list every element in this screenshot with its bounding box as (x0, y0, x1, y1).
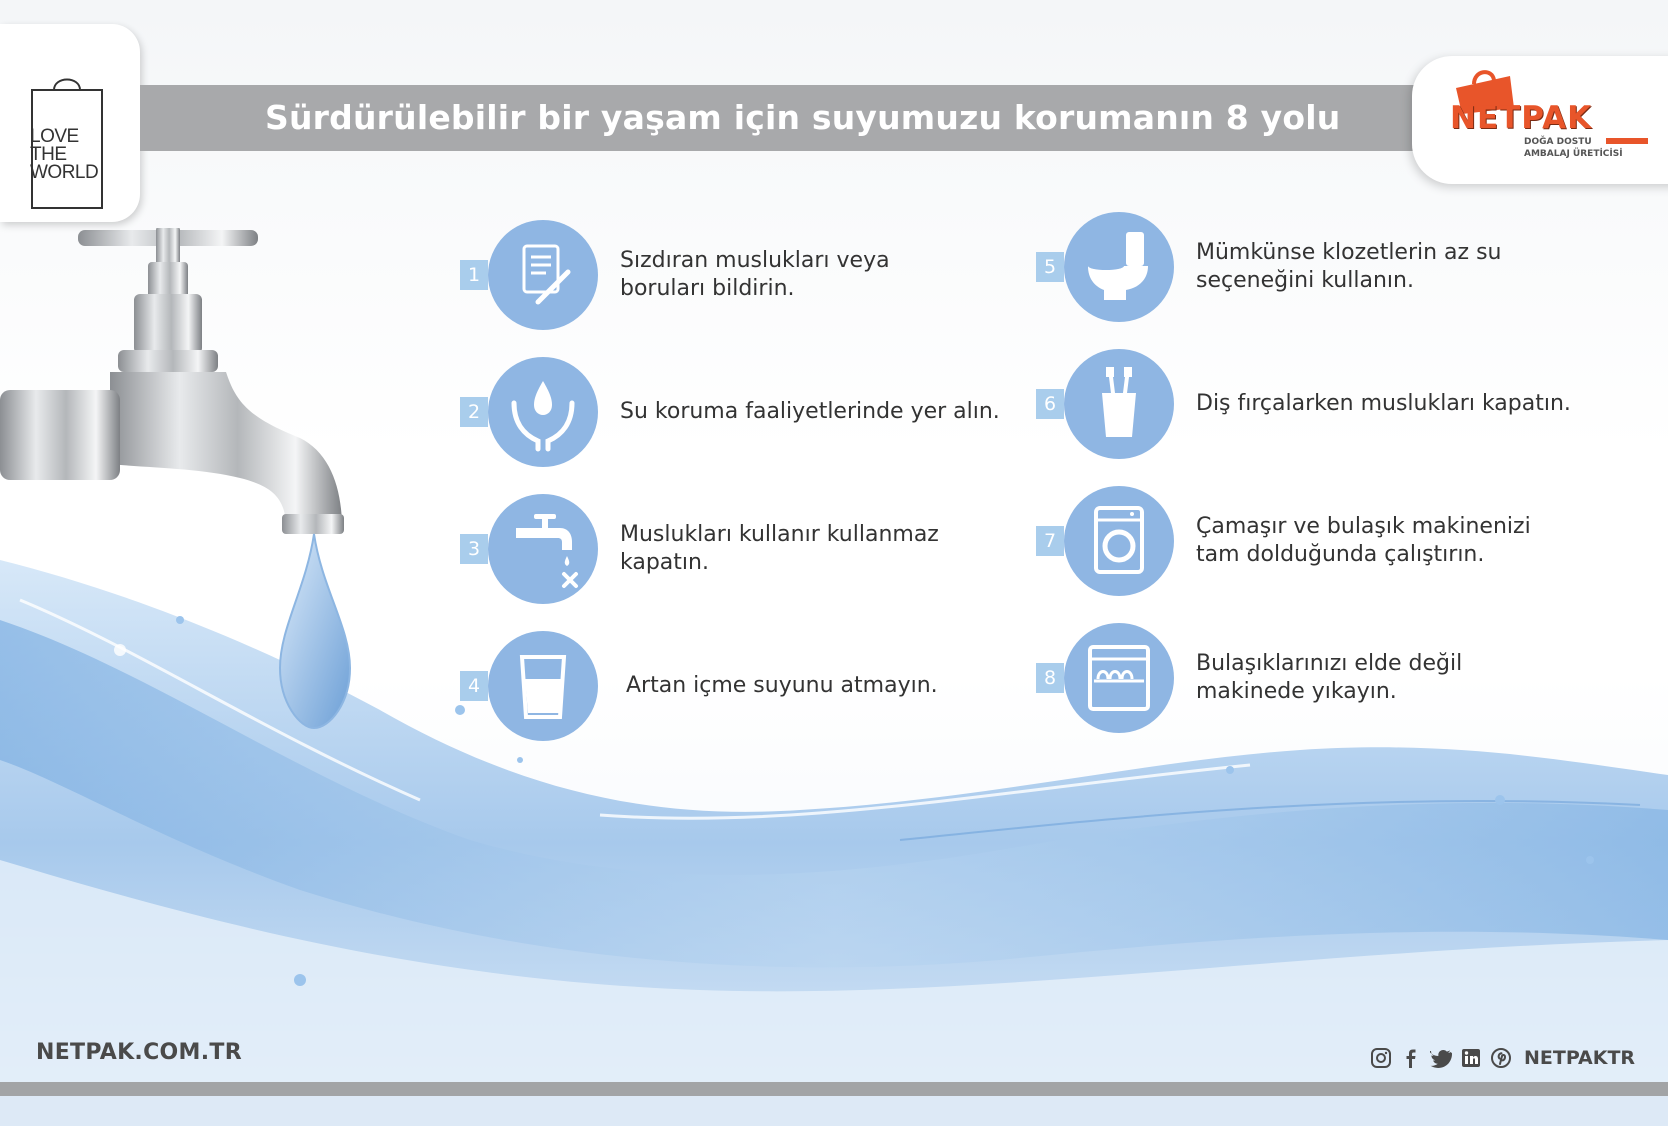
tip-text: Diş fırçalarken muslukları kapatın. (1196, 391, 1571, 416)
document-pencil-icon (488, 220, 598, 330)
tip-6 (1036, 349, 1636, 461)
tip-text: Muslukları kullanır kullanmaz kapatın. (620, 522, 939, 575)
pinterest-icon[interactable] (1490, 1047, 1512, 1069)
tip-text: Sızdıran muslukları veya boruları bildirin. (620, 248, 890, 301)
faucet-icon (488, 494, 598, 604)
toothbrush-cup-icon (1064, 349, 1174, 459)
twitter-icon[interactable] (1430, 1047, 1452, 1069)
tip-number: 8 (1036, 663, 1064, 693)
toilet-icon (1064, 212, 1174, 322)
tip-3 (460, 494, 1020, 606)
tip-number: 7 (1036, 526, 1064, 556)
love-the-world-text: LOVE THE WORLD (30, 126, 99, 183)
tip-number: 2 (460, 397, 488, 427)
dishwasher-icon (1064, 623, 1174, 733)
tip-number: 3 (460, 534, 488, 564)
tip-7 (1036, 486, 1636, 598)
tip-text: Su koruma faaliyetlerinde yer alın. (620, 399, 1000, 424)
tip-number: 1 (460, 260, 488, 290)
tip-text: Çamaşır ve bulaşık makinenizi tam dolduğunda çalıştırın. (1196, 514, 1531, 567)
logo-stripe (1606, 138, 1648, 144)
tip-4 (460, 631, 1020, 743)
footer-strip (0, 1096, 1668, 1126)
tip-8 (1036, 623, 1636, 735)
tip-text: Mümkünse klozetlerin az su seçeneğini kullanın. (1196, 240, 1502, 293)
faucet-image (0, 228, 360, 768)
netpak-logo (1412, 56, 1668, 184)
linkedin-icon[interactable] (1460, 1047, 1482, 1069)
hands-water-drop-icon (488, 357, 598, 467)
washing-machine-icon (1064, 486, 1174, 596)
social-links (1370, 1046, 1635, 1070)
instagram-icon[interactable] (1370, 1047, 1392, 1069)
tip-5 (1036, 212, 1636, 324)
love-the-world-badge (0, 24, 140, 222)
logo-tagline: DOĞA DOSTU AMBALAJ ÜRETİCİSİ (1524, 137, 1623, 159)
title-banner (140, 85, 1440, 151)
tip-number: 6 (1036, 389, 1064, 419)
tip-1 (460, 220, 1020, 332)
footer-bar (0, 1082, 1668, 1096)
water-glass-icon (488, 631, 598, 741)
page-title: Sürdürülebilir bir yaşam için suyumuzu korumanın 8 yolu (265, 98, 1341, 137)
tip-number: 4 (460, 671, 488, 701)
tip-2 (460, 357, 1020, 469)
website-url[interactable]: NETPAK.COM.TR (36, 1040, 242, 1065)
logo-wordmark: NETPAK (1450, 100, 1593, 136)
facebook-icon[interactable] (1400, 1047, 1422, 1069)
tip-text: Bulaşıklarınızı elde değil makinede yıkayın. (1196, 651, 1463, 704)
social-handle[interactable]: NETPAKTR (1524, 1047, 1636, 1069)
tip-number: 5 (1036, 252, 1064, 282)
tip-text: Artan içme suyunu atmayın. (626, 673, 938, 698)
